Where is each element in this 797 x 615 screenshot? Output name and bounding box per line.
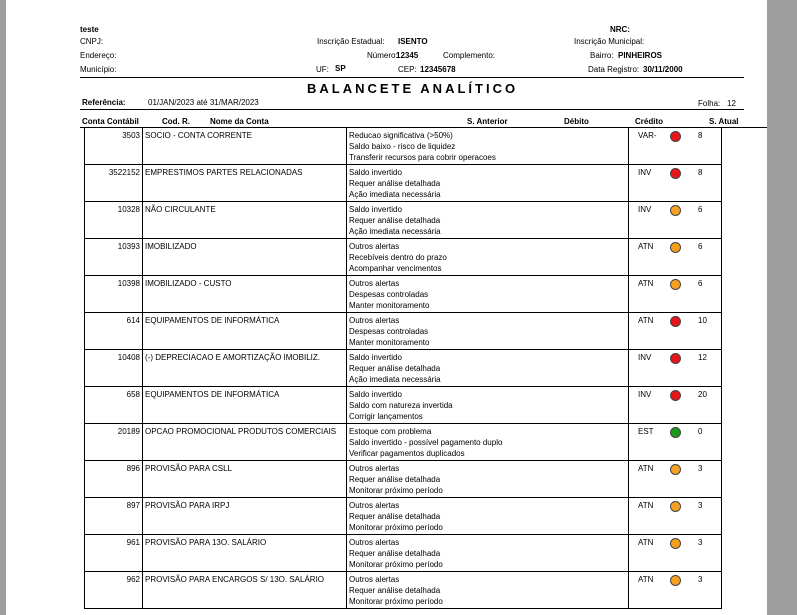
alert-line-1: Saldo invertido	[349, 168, 402, 177]
company-name: teste	[80, 25, 99, 34]
table-row	[84, 572, 722, 609]
table-row	[84, 276, 722, 313]
account-code: 10398	[117, 279, 140, 288]
account-code: 3503	[122, 131, 140, 140]
alert-line-3: Monitorar próximo período	[349, 597, 443, 606]
row-grid-line	[721, 276, 722, 313]
row-grid-line	[142, 387, 143, 424]
referencia-value: 01/JAN/2023 até 31/MAR/2023	[148, 98, 259, 107]
municipio-label: Município:	[80, 65, 117, 74]
alert-line-2: Requer análise detalhada	[349, 179, 441, 188]
alert-line-2: Requer análise detalhada	[349, 549, 441, 558]
account-code: 614	[126, 316, 140, 325]
account-code: 10328	[117, 205, 140, 214]
row-grid-line	[84, 165, 85, 202]
row-grid-line	[346, 461, 347, 498]
alert-line-3: Ação imediata necessária	[349, 227, 441, 236]
alert-count: 6	[698, 205, 703, 214]
alert-line-2: Requer análise detalhada	[349, 586, 441, 595]
alert-line-3: Manter monitoramento	[349, 301, 430, 310]
row-grid-line	[142, 498, 143, 535]
row-grid-line	[628, 202, 629, 239]
row-grid-line	[628, 165, 629, 202]
account-name: EQUIPAMENTOS DE INFORMÁTICA	[145, 316, 280, 325]
alert-line-2: Requer análise detalhada	[349, 216, 441, 225]
alert-count: 0	[698, 427, 703, 436]
alert-line-1: Outros alertas	[349, 242, 400, 251]
account-name: PROVISÃO PARA CSLL	[145, 464, 232, 473]
row-grid-line	[346, 535, 347, 572]
alert-line-1: Saldo invertido	[349, 205, 402, 214]
row-grid-line	[142, 313, 143, 350]
row-grid-line	[721, 535, 722, 572]
row-grid-line	[628, 498, 629, 535]
row-grid-line	[84, 424, 85, 461]
uf-value: SP	[335, 64, 346, 73]
numero-value: 12345	[396, 51, 419, 60]
status-indicator	[670, 538, 681, 549]
alert-tag: ATN	[638, 464, 654, 473]
row-grid-line	[84, 202, 85, 239]
col-nome-conta: Nome da Conta	[210, 117, 269, 126]
account-name: PROVISÃO PARA IRPJ	[145, 501, 230, 510]
bairro-value: PINHEIROS	[618, 51, 663, 60]
alert-tag: EST	[638, 427, 654, 436]
nrc-label: NRC:	[610, 25, 630, 34]
alert-line-3: Transferir recursos para cobrir operacoes	[349, 153, 496, 162]
row-grid-line	[142, 535, 143, 572]
row-grid-line	[142, 461, 143, 498]
alert-line-2: Despesas controladas	[349, 327, 429, 336]
viewer-right-margin	[767, 0, 797, 615]
row-grid-line	[142, 350, 143, 387]
row-grid-line	[346, 424, 347, 461]
alert-line-1: Outros alertas	[349, 575, 400, 584]
row-grid-line	[142, 165, 143, 202]
row-grid-line	[628, 461, 629, 498]
alert-count: 8	[698, 131, 703, 140]
alert-line-3: Manter monitoramento	[349, 338, 430, 347]
alert-line-1: Outros alertas	[349, 279, 400, 288]
status-indicator	[670, 501, 681, 512]
row-grid-line	[346, 387, 347, 424]
alert-count: 10	[698, 316, 707, 325]
row-grid-line	[346, 498, 347, 535]
row-grid-line	[628, 239, 629, 276]
alert-tag: ATN	[638, 316, 654, 325]
account-name: IMOBILIZADO	[145, 242, 197, 251]
alert-count: 6	[698, 279, 703, 288]
account-code: 658	[126, 390, 140, 399]
row-grid-line	[628, 424, 629, 461]
row-grid-line	[84, 535, 85, 572]
account-code: 20189	[117, 427, 140, 436]
row-grid-line	[721, 128, 722, 165]
alert-line-2: Recebíveis dentro do prazo	[349, 253, 447, 262]
cep-label: CEP:	[398, 65, 417, 74]
alert-tag: INV	[638, 205, 652, 214]
table-row	[84, 498, 722, 535]
account-name: NÃO CIRCULANTE	[145, 205, 216, 214]
account-code: 897	[126, 501, 140, 510]
row-grid-line	[84, 461, 85, 498]
status-indicator	[670, 427, 681, 438]
alert-tag: ATN	[638, 538, 654, 547]
alert-count: 20	[698, 390, 707, 399]
numero-label: Número:	[367, 51, 398, 60]
account-name: OPCAO PROMOCIONAL PRODUTOS COMERCIAIS	[145, 427, 337, 436]
col-saldo-atual: S. Atual	[709, 117, 739, 126]
account-code: 896	[126, 464, 140, 473]
account-name: EQUIPAMENTOS DE INFORMÁTICA	[145, 390, 280, 399]
row-grid-line	[628, 350, 629, 387]
row-grid-line	[721, 202, 722, 239]
table-row	[84, 535, 722, 572]
row-grid-line	[721, 387, 722, 424]
alert-line-2: Requer análise detalhada	[349, 475, 441, 484]
insc-estadual-label: Inscrição Estadual:	[317, 37, 385, 46]
alert-line-3: Ação imediata necessária	[349, 375, 441, 384]
col-credito: Crédito	[635, 117, 663, 126]
alert-line-1: Outros alertas	[349, 501, 400, 510]
status-indicator	[670, 279, 681, 290]
row-grid-line	[628, 387, 629, 424]
alert-count: 3	[698, 464, 703, 473]
uf-label: UF:	[316, 65, 329, 74]
row-grid-line	[346, 313, 347, 350]
row-grid-line	[142, 424, 143, 461]
account-code: 962	[126, 575, 140, 584]
alert-tag: ATN	[638, 501, 654, 510]
alert-count: 6	[698, 242, 703, 251]
row-grid-line	[142, 276, 143, 313]
complemento-label: Complemento:	[443, 51, 496, 60]
alert-line-2: Saldo com natureza invertida	[349, 401, 453, 410]
alert-line-2: Requer análise detalhada	[349, 364, 441, 373]
row-grid-line	[84, 572, 85, 609]
alert-line-2: Despesas controladas	[349, 290, 429, 299]
account-code: 3522152	[108, 168, 140, 177]
row-grid-line	[346, 276, 347, 313]
row-grid-line	[721, 313, 722, 350]
alert-tag: INV	[638, 390, 652, 399]
status-indicator	[670, 168, 681, 179]
folha-label: Folha:	[698, 99, 721, 108]
data-registro-value: 30/11/2000	[643, 65, 683, 74]
account-code: 961	[126, 538, 140, 547]
status-indicator	[670, 316, 681, 327]
alert-tag: INV	[638, 353, 652, 362]
row-grid-line	[84, 498, 85, 535]
report-page	[12, 0, 767, 615]
row-grid-line	[84, 276, 85, 313]
row-grid-line	[346, 239, 347, 276]
row-grid-line	[346, 572, 347, 609]
table-row	[84, 165, 722, 202]
table-row	[84, 239, 722, 276]
endereco-label: Endereço:	[80, 51, 117, 60]
status-indicator	[670, 390, 681, 401]
account-name: PROVISÃO PARA 13O. SALÁRIO	[145, 538, 267, 547]
alert-line-3: Monitorar próximo período	[349, 486, 443, 495]
alert-line-1: Saldo invertido	[349, 390, 402, 399]
row-grid-line	[346, 350, 347, 387]
alert-count: 8	[698, 168, 703, 177]
row-bottom-border	[84, 608, 722, 609]
alert-tag: ATN	[638, 575, 654, 584]
table-row	[84, 424, 722, 461]
alert-line-1: Reducao significativa (>50%)	[349, 131, 453, 140]
alert-line-2: Saldo baixo - risco de liquidez	[349, 142, 456, 151]
account-name: (-) DEPRECIACAO E AMORTIZAÇÃO IMOBILIZ.	[145, 353, 320, 362]
row-grid-line	[721, 461, 722, 498]
alert-line-2: Requer análise detalhada	[349, 512, 441, 521]
row-grid-line	[721, 239, 722, 276]
alert-line-3: Ação imediata necessária	[349, 190, 441, 199]
alert-count: 3	[698, 501, 703, 510]
alert-line-3: Corrigir lançamentos	[349, 412, 423, 421]
account-code: 10393	[117, 242, 140, 251]
col-saldo-anterior: S. Anterior	[467, 117, 508, 126]
row-grid-line	[84, 239, 85, 276]
bairro-label: Bairro:	[590, 51, 614, 60]
account-name: SOCIO - CONTA CORRENTE	[145, 131, 252, 140]
status-indicator	[670, 464, 681, 475]
status-indicator	[670, 353, 681, 364]
row-grid-line	[346, 165, 347, 202]
viewer-left-margin	[0, 0, 6, 615]
alert-line-1: Outros alertas	[349, 538, 400, 547]
folha-value: 12	[727, 99, 736, 108]
account-name: PROVISÃO PARA ENCARGOS S/ 13O. SALÁRIO	[145, 575, 325, 584]
row-grid-line	[628, 128, 629, 165]
col-cod-r: Cod. R.	[162, 117, 190, 126]
col-debito: Débito	[564, 117, 589, 126]
row-grid-line	[721, 572, 722, 609]
table-row	[84, 461, 722, 498]
table-row	[84, 350, 722, 387]
row-grid-line	[142, 572, 143, 609]
alert-line-3: Verificar pagamentos duplicados	[349, 449, 465, 458]
alert-line-1: Outros alertas	[349, 464, 400, 473]
row-grid-line	[721, 350, 722, 387]
alert-tag: VAR-	[638, 131, 657, 140]
alert-line-1: Estoque com problema	[349, 427, 432, 436]
status-indicator	[670, 131, 681, 142]
row-grid-line	[628, 276, 629, 313]
alert-line-3: Monitorar próximo período	[349, 523, 443, 532]
row-grid-line	[142, 202, 143, 239]
row-grid-line	[628, 313, 629, 350]
col-conta-contabil: Conta Contábil	[82, 117, 139, 126]
row-grid-line	[84, 387, 85, 424]
data-registro-label: Data Registro:	[588, 65, 640, 74]
referencia-divider	[80, 109, 744, 110]
alert-tag: INV	[638, 168, 652, 177]
alert-line-2: Saldo invertido - possível pagamento duplo	[349, 438, 503, 447]
alert-line-1: Outros alertas	[349, 316, 400, 325]
row-grid-line	[346, 128, 347, 165]
alert-line-3: Acompanhar vencimentos	[349, 264, 442, 273]
alert-line-3: Monitorar próximo período	[349, 560, 443, 569]
alert-line-1: Saldo invertido	[349, 353, 402, 362]
cnpj-label: CNPJ:	[80, 37, 104, 46]
cep-value: 12345678	[420, 65, 456, 74]
row-grid-line	[84, 313, 85, 350]
row-grid-line	[346, 202, 347, 239]
table-row	[84, 387, 722, 424]
status-indicator	[670, 575, 681, 586]
report-title: BALANCETE ANALÍTICO	[307, 81, 519, 96]
row-grid-line	[628, 572, 629, 609]
alert-count: 12	[698, 353, 707, 362]
insc-estadual-value: ISENTO	[398, 37, 428, 46]
row-grid-line	[84, 128, 85, 165]
alert-tag: ATN	[638, 279, 654, 288]
referencia-label: Referência:	[82, 98, 126, 107]
status-indicator	[670, 205, 681, 216]
table-row	[84, 313, 722, 350]
status-indicator	[670, 242, 681, 253]
alert-count: 3	[698, 538, 703, 547]
alert-count: 3	[698, 575, 703, 584]
table-row	[84, 202, 722, 239]
insc-municipal-label: Inscrição Municipal:	[574, 37, 645, 46]
account-name: EMPRESTIMOS PARTES RELACIONADAS	[145, 168, 303, 177]
row-grid-line	[142, 239, 143, 276]
row-grid-line	[721, 498, 722, 535]
table-row	[84, 128, 722, 165]
header-divider	[80, 77, 744, 78]
account-code: 10408	[117, 353, 140, 362]
row-grid-line	[84, 350, 85, 387]
account-name: IMOBILIZADO - CUSTO	[145, 279, 232, 288]
row-grid-line	[628, 535, 629, 572]
alert-tag: ATN	[638, 242, 654, 251]
row-grid-line	[721, 424, 722, 461]
row-grid-line	[721, 165, 722, 202]
row-grid-line	[142, 128, 143, 165]
